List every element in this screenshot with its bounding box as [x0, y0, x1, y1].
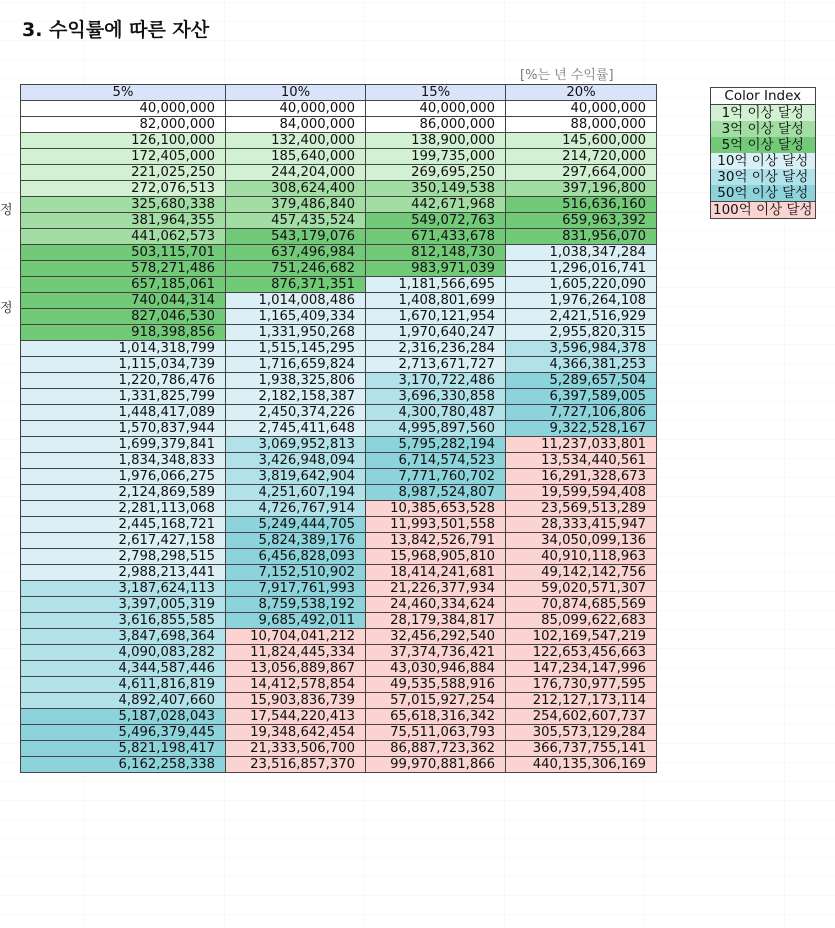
asset-value-cell[interactable]: 19,599,594,408 — [506, 485, 657, 501]
asset-value-cell[interactable]: 11,824,445,334 — [226, 645, 366, 661]
asset-value-cell[interactable]: 13,842,526,791 — [366, 533, 506, 549]
asset-value-cell[interactable]: 10,385,653,528 — [366, 501, 506, 517]
asset-value-cell[interactable]: 1,699,379,841 — [21, 437, 226, 453]
legend-item[interactable]: 30억 이상 달성 — [711, 169, 816, 185]
asset-value-cell[interactable]: 70,874,685,569 — [506, 597, 657, 613]
asset-value-cell[interactable]: 1,970,640,247 — [366, 325, 506, 341]
asset-value-cell[interactable]: 18,414,241,681 — [366, 565, 506, 581]
asset-value-cell[interactable]: 86,887,723,362 — [366, 741, 506, 757]
legend-row — [711, 202, 816, 219]
asset-value-cell[interactable]: 75,511,063,793 — [366, 725, 506, 741]
table-row — [21, 213, 657, 229]
legend-row — [711, 185, 816, 202]
asset-value-cell[interactable]: 7,727,106,806 — [506, 405, 657, 421]
asset-value-cell[interactable]: 86,000,000 — [366, 117, 506, 133]
table-row — [21, 501, 657, 517]
table-row — [21, 421, 657, 437]
legend-row — [711, 105, 816, 122]
asset-value-cell[interactable]: 14,412,578,854 — [226, 677, 366, 693]
asset-value-cell[interactable]: 1,938,325,806 — [226, 373, 366, 389]
table-row — [21, 693, 657, 709]
asset-value-cell[interactable]: 40,000,000 — [226, 101, 366, 117]
table-row — [21, 661, 657, 677]
asset-value-cell[interactable]: 254,602,607,737 — [506, 709, 657, 725]
asset-value-cell[interactable]: 2,316,236,284 — [366, 341, 506, 357]
asset-value-cell[interactable]: 2,617,427,158 — [21, 533, 226, 549]
asset-value-cell[interactable]: 4,251,607,194 — [226, 485, 366, 501]
asset-value-cell[interactable]: 457,435,524 — [226, 213, 366, 229]
asset-value-cell[interactable]: 84,000,000 — [226, 117, 366, 133]
asset-value-cell[interactable]: 34,050,099,136 — [506, 533, 657, 549]
asset-value-cell[interactable]: 132,400,000 — [226, 133, 366, 149]
asset-value-cell[interactable]: 397,196,800 — [506, 181, 657, 197]
asset-value-cell[interactable]: 3,847,698,364 — [21, 629, 226, 645]
asset-value-cell[interactable]: 15,968,905,810 — [366, 549, 506, 565]
asset-value-cell[interactable]: 659,963,392 — [506, 213, 657, 229]
legend-title[interactable]: Color Index — [711, 88, 816, 105]
clipped-cell-text: 정 — [0, 301, 13, 316]
asset-value-cell[interactable]: 366,737,755,141 — [506, 741, 657, 757]
asset-value-cell[interactable]: 671,433,678 — [366, 229, 506, 245]
table-row — [21, 645, 657, 661]
table-row — [21, 757, 657, 773]
table-row — [21, 517, 657, 533]
asset-value-cell[interactable]: 6,162,258,338 — [21, 757, 226, 773]
asset-value-cell[interactable]: 145,600,000 — [506, 133, 657, 149]
legend-item[interactable]: 50억 이상 달성 — [711, 185, 816, 202]
table-row — [21, 725, 657, 741]
table-row — [21, 325, 657, 341]
asset-value-cell[interactable]: 88,000,000 — [506, 117, 657, 133]
asset-value-cell[interactable]: 4,366,381,253 — [506, 357, 657, 373]
table-row — [21, 149, 657, 165]
asset-value-cell[interactable]: 578,271,486 — [21, 261, 226, 277]
return-rate-note: [%는 년 수익률] — [520, 68, 614, 83]
table-row — [21, 565, 657, 581]
asset-value-cell[interactable]: 23,516,857,370 — [226, 757, 366, 773]
asset-value-cell[interactable]: 32,456,292,540 — [366, 629, 506, 645]
asset-value-cell[interactable]: 1,448,417,089 — [21, 405, 226, 421]
asset-value-cell[interactable]: 3,187,624,113 — [21, 581, 226, 597]
table-row — [21, 549, 657, 565]
asset-value-cell[interactable]: 4,726,767,914 — [226, 501, 366, 517]
legend-item[interactable]: 1억 이상 달성 — [711, 105, 816, 122]
asset-value-cell[interactable]: 57,015,927,254 — [366, 693, 506, 709]
asset-value-cell[interactable]: 8,987,524,807 — [366, 485, 506, 501]
asset-value-cell[interactable]: 82,000,000 — [21, 117, 226, 133]
asset-value-cell[interactable]: 1,716,659,824 — [226, 357, 366, 373]
asset-value-cell[interactable]: 305,573,129,284 — [506, 725, 657, 741]
asset-value-cell[interactable]: 3,596,984,378 — [506, 341, 657, 357]
asset-value-cell[interactable]: 1,181,566,695 — [366, 277, 506, 293]
asset-value-cell[interactable]: 6,456,828,093 — [226, 549, 366, 565]
asset-value-cell[interactable]: 269,695,250 — [366, 165, 506, 181]
asset-value-cell[interactable]: 2,955,820,315 — [506, 325, 657, 341]
asset-value-cell[interactable]: 751,246,682 — [226, 261, 366, 277]
asset-value-cell[interactable]: 147,234,147,996 — [506, 661, 657, 677]
asset-value-cell[interactable]: 3,426,948,094 — [226, 453, 366, 469]
asset-value-cell[interactable]: 21,226,377,934 — [366, 581, 506, 597]
asset-value-cell[interactable]: 24,460,334,624 — [366, 597, 506, 613]
asset-value-cell[interactable]: 1,834,348,833 — [21, 453, 226, 469]
asset-value-cell[interactable]: 7,152,510,902 — [226, 565, 366, 581]
table-row — [21, 181, 657, 197]
table-row — [21, 629, 657, 645]
asset-value-cell[interactable]: 442,671,968 — [366, 197, 506, 213]
asset-value-cell[interactable]: 2,988,213,441 — [21, 565, 226, 581]
table-row — [21, 389, 657, 405]
asset-value-cell[interactable]: 827,046,530 — [21, 309, 226, 325]
asset-value-cell[interactable]: 244,204,000 — [226, 165, 366, 181]
table-row — [21, 533, 657, 549]
asset-value-cell[interactable]: 3,819,642,904 — [226, 469, 366, 485]
asset-value-cell[interactable]: 637,496,984 — [226, 245, 366, 261]
asset-value-cell[interactable]: 122,653,456,663 — [506, 645, 657, 661]
asset-value-cell[interactable]: 13,056,889,867 — [226, 661, 366, 677]
table-row — [21, 597, 657, 613]
asset-value-cell[interactable]: 212,127,173,114 — [506, 693, 657, 709]
sheet-title: 3. 수익률에 따른 자산 — [22, 19, 210, 41]
table-row — [21, 309, 657, 325]
asset-value-cell[interactable]: 4,300,780,487 — [366, 405, 506, 421]
asset-value-cell[interactable]: 17,544,220,413 — [226, 709, 366, 725]
asset-value-cell[interactable]: 325,680,338 — [21, 197, 226, 213]
table-row — [21, 741, 657, 757]
table-row — [21, 485, 657, 501]
asset-value-cell[interactable]: 5,496,379,445 — [21, 725, 226, 741]
asset-value-cell[interactable]: 9,685,492,011 — [226, 613, 366, 629]
table-row — [21, 245, 657, 261]
asset-value-cell[interactable]: 1,670,121,954 — [366, 309, 506, 325]
asset-value-cell[interactable]: 49,535,588,916 — [366, 677, 506, 693]
asset-value-cell[interactable]: 1,038,347,284 — [506, 245, 657, 261]
asset-value-cell[interactable]: 4,892,407,660 — [21, 693, 226, 709]
column-header-20pct[interactable]: 20% — [506, 85, 657, 101]
asset-value-cell[interactable]: 5,795,282,194 — [366, 437, 506, 453]
asset-value-cell[interactable]: 15,903,836,739 — [226, 693, 366, 709]
asset-value-cell[interactable]: 221,025,250 — [21, 165, 226, 181]
asset-value-cell[interactable]: 441,062,573 — [21, 229, 226, 245]
asset-value-cell[interactable]: 2,182,158,387 — [226, 389, 366, 405]
table-row — [21, 341, 657, 357]
column-header-15pct[interactable]: 15% — [366, 85, 506, 101]
table-header-row — [21, 85, 657, 101]
asset-value-cell[interactable]: 19,348,642,454 — [226, 725, 366, 741]
asset-value-cell[interactable]: 99,970,881,866 — [366, 757, 506, 773]
table-row — [21, 709, 657, 725]
table-row — [21, 581, 657, 597]
table-row — [21, 453, 657, 469]
table-row — [21, 197, 657, 213]
asset-value-cell[interactable]: 11,993,501,558 — [366, 517, 506, 533]
asset-value-cell[interactable]: 876,371,351 — [226, 277, 366, 293]
asset-value-cell[interactable]: 28,333,415,947 — [506, 517, 657, 533]
asset-value-cell[interactable]: 1,115,034,739 — [21, 357, 226, 373]
asset-value-cell[interactable]: 831,956,070 — [506, 229, 657, 245]
table-row — [21, 117, 657, 133]
legend-row — [711, 153, 816, 169]
asset-value-cell[interactable]: 2,124,869,589 — [21, 485, 226, 501]
asset-value-cell[interactable]: 138,900,000 — [366, 133, 506, 149]
table-row — [21, 469, 657, 485]
asset-value-cell[interactable]: 1,296,016,741 — [506, 261, 657, 277]
asset-value-cell[interactable]: 4,090,083,282 — [21, 645, 226, 661]
asset-value-cell[interactable]: 2,745,411,648 — [226, 421, 366, 437]
asset-value-cell[interactable]: 1,976,264,108 — [506, 293, 657, 309]
asset-value-cell[interactable]: 3,069,952,813 — [226, 437, 366, 453]
asset-value-cell[interactable]: 40,910,118,963 — [506, 549, 657, 565]
legend-row — [711, 137, 816, 153]
asset-value-cell[interactable]: 308,624,400 — [226, 181, 366, 197]
asset-value-cell[interactable]: 1,165,409,334 — [226, 309, 366, 325]
asset-value-cell[interactable]: 185,640,000 — [226, 149, 366, 165]
asset-value-cell[interactable]: 49,142,142,756 — [506, 565, 657, 581]
asset-value-cell[interactable]: 40,000,000 — [506, 101, 657, 117]
asset-value-cell[interactable]: 5,824,389,176 — [226, 533, 366, 549]
asset-value-cell[interactable]: 2,798,298,515 — [21, 549, 226, 565]
asset-value-cell[interactable]: 5,187,028,043 — [21, 709, 226, 725]
asset-value-cell[interactable]: 102,169,547,219 — [506, 629, 657, 645]
asset-value-cell[interactable]: 85,099,622,683 — [506, 613, 657, 629]
legend-item[interactable]: 100억 이상 달성 — [711, 202, 816, 219]
asset-value-cell[interactable]: 4,344,587,446 — [21, 661, 226, 677]
asset-value-cell[interactable]: 11,237,033,801 — [506, 437, 657, 453]
asset-value-cell[interactable]: 440,135,306,169 — [506, 757, 657, 773]
table-row — [21, 165, 657, 181]
asset-value-cell[interactable]: 503,115,701 — [21, 245, 226, 261]
table-row — [21, 437, 657, 453]
asset-value-cell[interactable]: 1,408,801,699 — [366, 293, 506, 309]
asset-value-cell[interactable]: 379,486,840 — [226, 197, 366, 213]
asset-value-cell[interactable]: 272,076,513 — [21, 181, 226, 197]
asset-value-cell[interactable]: 1,331,825,799 — [21, 389, 226, 405]
column-header-10pct[interactable]: 10% — [226, 85, 366, 101]
asset-value-cell[interactable]: 40,000,000 — [366, 101, 506, 117]
asset-value-cell[interactable]: 13,534,440,561 — [506, 453, 657, 469]
asset-value-cell[interactable]: 40,000,000 — [21, 101, 226, 117]
asset-value-cell[interactable]: 7,917,761,993 — [226, 581, 366, 597]
asset-value-cell[interactable]: 381,964,355 — [21, 213, 226, 229]
asset-value-cell[interactable]: 21,333,506,700 — [226, 741, 366, 757]
asset-value-cell[interactable]: 1,515,145,295 — [226, 341, 366, 357]
legend-item[interactable]: 10억 이상 달성 — [711, 153, 816, 169]
asset-value-cell[interactable]: 1,014,008,486 — [226, 293, 366, 309]
asset-value-cell[interactable]: 1,570,837,944 — [21, 421, 226, 437]
asset-value-cell[interactable]: 6,397,589,005 — [506, 389, 657, 405]
legend-row — [711, 169, 816, 185]
table-row — [21, 293, 657, 309]
table-row — [21, 229, 657, 245]
asset-value-cell[interactable]: 126,100,000 — [21, 133, 226, 149]
asset-value-cell[interactable]: 37,374,736,421 — [366, 645, 506, 661]
asset-value-cell[interactable]: 172,405,000 — [21, 149, 226, 165]
asset-value-cell[interactable]: 176,730,977,595 — [506, 677, 657, 693]
asset-value-cell[interactable]: 23,569,513,289 — [506, 501, 657, 517]
asset-value-cell[interactable]: 350,149,538 — [366, 181, 506, 197]
asset-value-cell[interactable]: 5,821,198,417 — [21, 741, 226, 757]
asset-value-cell[interactable]: 10,704,041,212 — [226, 629, 366, 645]
asset-value-cell[interactable]: 1,331,950,268 — [226, 325, 366, 341]
asset-value-cell[interactable]: 214,720,000 — [506, 149, 657, 165]
asset-value-cell[interactable]: 5,289,657,504 — [506, 373, 657, 389]
asset-value-cell[interactable]: 2,445,168,721 — [21, 517, 226, 533]
asset-value-cell[interactable]: 2,713,671,727 — [366, 357, 506, 373]
color-index-legend — [710, 87, 816, 219]
asset-value-cell[interactable]: 812,148,730 — [366, 245, 506, 261]
table-row — [21, 613, 657, 629]
asset-value-cell[interactable]: 918,398,856 — [21, 325, 226, 341]
asset-value-cell[interactable]: 59,020,571,307 — [506, 581, 657, 597]
asset-value-cell[interactable]: 65,618,316,342 — [366, 709, 506, 725]
table-row — [21, 101, 657, 117]
asset-value-cell[interactable]: 543,179,076 — [226, 229, 366, 245]
legend-item[interactable]: 5억 이상 달성 — [711, 137, 816, 153]
asset-value-cell[interactable]: 2,450,374,226 — [226, 405, 366, 421]
asset-value-cell[interactable]: 3,696,330,858 — [366, 389, 506, 405]
asset-value-cell[interactable]: 1,976,066,275 — [21, 469, 226, 485]
column-header-5pct[interactable]: 5% — [21, 85, 226, 101]
asset-value-cell[interactable]: 657,185,061 — [21, 277, 226, 293]
asset-value-cell[interactable]: 1,605,220,090 — [506, 277, 657, 293]
asset-value-cell[interactable]: 8,759,538,192 — [226, 597, 366, 613]
asset-value-cell[interactable]: 2,421,516,929 — [506, 309, 657, 325]
asset-value-cell[interactable]: 2,281,113,068 — [21, 501, 226, 517]
table-body — [21, 101, 657, 773]
asset-value-cell[interactable]: 28,179,384,817 — [366, 613, 506, 629]
asset-value-cell[interactable]: 4,611,816,819 — [21, 677, 226, 693]
table-row — [21, 677, 657, 693]
asset-value-cell[interactable]: 297,664,000 — [506, 165, 657, 181]
asset-value-cell[interactable]: 1,014,318,799 — [21, 341, 226, 357]
asset-value-cell[interactable]: 740,044,314 — [21, 293, 226, 309]
asset-value-cell[interactable]: 9,322,528,167 — [506, 421, 657, 437]
asset-value-cell[interactable]: 983,971,039 — [366, 261, 506, 277]
table-row — [21, 357, 657, 373]
table-row — [21, 373, 657, 389]
asset-value-cell[interactable]: 549,072,763 — [366, 213, 506, 229]
asset-value-cell[interactable]: 4,995,897,560 — [366, 421, 506, 437]
table-row — [21, 277, 657, 293]
table-row — [21, 405, 657, 421]
asset-growth-table — [20, 84, 657, 773]
asset-value-cell[interactable]: 7,771,760,702 — [366, 469, 506, 485]
asset-value-cell[interactable]: 16,291,328,673 — [506, 469, 657, 485]
asset-value-cell[interactable]: 43,030,946,884 — [366, 661, 506, 677]
asset-value-cell[interactable]: 3,397,005,319 — [21, 597, 226, 613]
asset-value-cell[interactable]: 516,636,160 — [506, 197, 657, 213]
clipped-cell-text: 정 — [0, 203, 13, 218]
asset-value-cell[interactable]: 1,220,786,476 — [21, 373, 226, 389]
table-row — [21, 133, 657, 149]
asset-value-cell[interactable]: 199,735,000 — [366, 149, 506, 165]
asset-value-cell[interactable]: 3,170,722,486 — [366, 373, 506, 389]
asset-value-cell[interactable]: 5,249,444,705 — [226, 517, 366, 533]
asset-value-cell[interactable]: 6,714,574,523 — [366, 453, 506, 469]
asset-value-cell[interactable]: 3,616,855,585 — [21, 613, 226, 629]
legend-row — [711, 121, 816, 137]
legend-item[interactable]: 3억 이상 달성 — [711, 121, 816, 137]
table-row — [21, 261, 657, 277]
